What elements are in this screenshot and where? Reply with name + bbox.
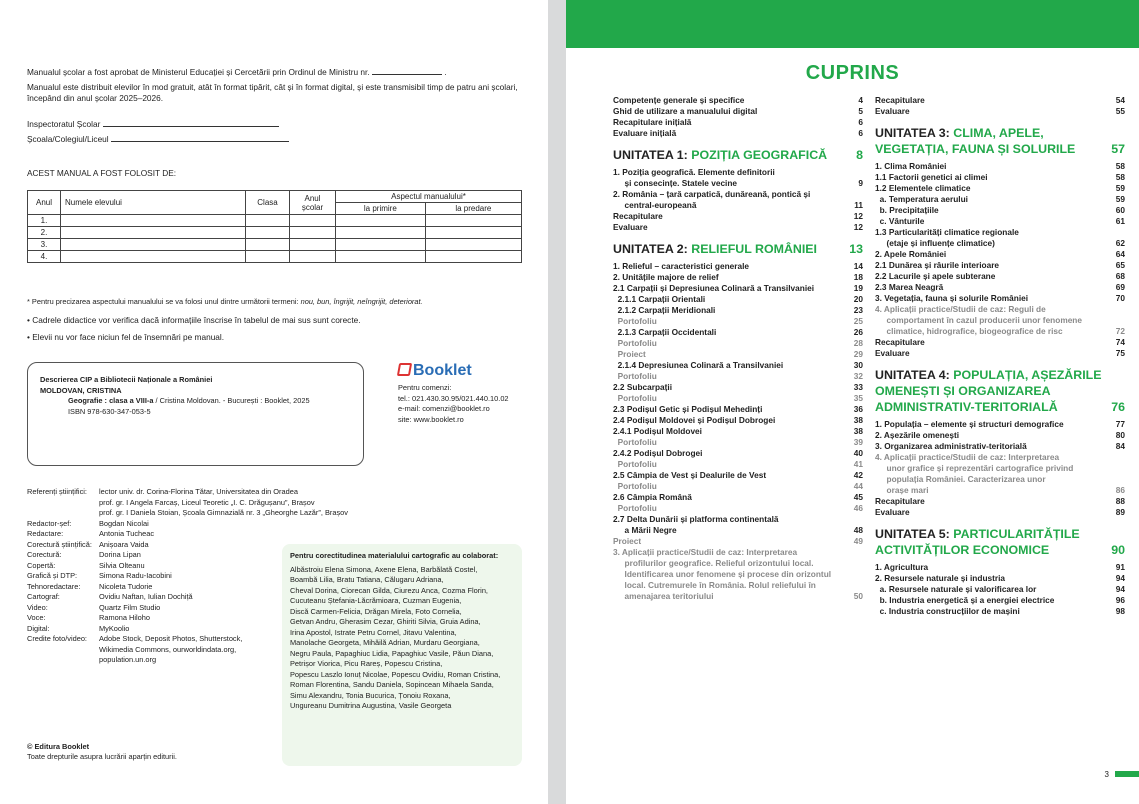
unit-heading[interactable]: UNITATEA 1: POZIȚIA GEOGRAFICĂ 8 bbox=[613, 148, 863, 162]
left-page bbox=[0, 0, 548, 804]
toc-item[interactable]: a Mării Negre 48 bbox=[613, 525, 863, 535]
unit-heading[interactable]: UNITATEA 5: PARTICULARITĂȚILE ACTIVITĂȚILOR ECONOMICE 90 bbox=[875, 527, 1125, 557]
toc-item-secondary[interactable]: unor grafice și reprezentări cartografice privind bbox=[875, 463, 1074, 473]
toc-item[interactable]: 1. Agricultura 91 bbox=[875, 562, 1125, 572]
toc-item[interactable]: 2.1.4 Depresiunea Colinară a Transilvaniei 30 bbox=[613, 360, 863, 370]
toc-item[interactable]: 2.1 Dunărea și râurile interioare 65 bbox=[875, 260, 1125, 270]
carto-collaborators-box: Pentru corectitudinea materialului cartografic au colaborat: Albăstroiu Elena Simona, Axene Elena, Barbălată Costel, Boambă Lilia, Bratu Tatiana, Călugaru Adriana, Cheval Dorina, Ciorecan Gilda, Ciurezu Anca, Cozma Florin, Cucuteanu Ștefania-Lăcrămioara, Cuzman Eugenia, Discă Carmen-Felicia, Drăgan Mirela, Foto Cornelia, Getvan Andru, Gherasim Cezar, Ghiriti Silvia, Gruia Adina, Irina Apostol, Istrate Petru Cornel, Jitavu Valentina, Manolache Georgeta, Mihăilă Adrian, Murdaru Georgiana, Negru Paula, Papaghiuc Lidia, Papaghiuc Vasile, Păun Diana, Petrișor Viorica, Picu Rareș, Popescu Cristina, Popescu Laszlo Ionuț Nicolae, Popescu Ovidiu, Roman Cristina, Roman Florentina, Sandu Daniela, Sopincean Mihaela Sanda, Simu Alexandru, Tonia Bucurica, Țonoiu Roxana, Ungureanu Dumitrina Augustina, Vasile Georgeta bbox=[282, 544, 522, 766]
toc-item-secondary[interactable]: comportament în cazul producerii unor fenomene bbox=[875, 315, 1082, 325]
toc-item[interactable]: Evaluare 75 bbox=[875, 348, 1125, 358]
toc-item[interactable]: 1. Relieful – caracteristici generale 14 bbox=[613, 261, 863, 271]
credit-row: Wikimedia Commons, ourworldindata.org, bbox=[99, 644, 237, 654]
toc-item-secondary[interactable]: 4. Aplicații practice/Studii de caz: Interpretarea bbox=[875, 452, 1060, 462]
toc-item[interactable]: 2.1.3 Carpații Occidentali 26 bbox=[613, 327, 863, 337]
credit-row: Credite foto/video: Adobe Stock, Deposit Photos, Shutterstock, bbox=[27, 634, 243, 643]
credit-row: Video: Quartz Film Studio bbox=[27, 602, 161, 612]
toc-item[interactable]: 2.1.2 Carpații Meridionali 23 bbox=[613, 305, 863, 315]
credit-row: Cartograf: Ovidiu Naftan, Iulian Dochiță bbox=[27, 592, 193, 601]
toc-item[interactable]: 1.1 Factorii genetici ai climei 58 bbox=[875, 172, 1125, 182]
toc-item[interactable]: 1.3 Particularități climatice regionale bbox=[875, 227, 1019, 237]
toc-item-secondary[interactable]: Portofoliu 39 bbox=[613, 437, 863, 447]
toc-item[interactable]: 1. Populația – elemente și structuri demografice 77 bbox=[875, 419, 1125, 429]
toc-item-secondary[interactable]: local. Cutremurele în România. Rolul reliefului în bbox=[613, 580, 816, 590]
toc-item-secondary[interactable]: Portofoliu 41 bbox=[613, 459, 863, 469]
toc-item[interactable]: 2.2 Lacurile și apele subterane 68 bbox=[875, 271, 1125, 281]
toc-item[interactable]: 2. Unitățile majore de relief 18 bbox=[613, 272, 863, 282]
toc-item-secondary[interactable]: climatice, hidrografice, biogeografice de risc 72 bbox=[875, 326, 1125, 336]
right-page bbox=[566, 0, 1139, 804]
toc-item-secondary[interactable]: Portofoliu 44 bbox=[613, 481, 863, 491]
toc-item-secondary[interactable]: populația României. Caracterizarea unor bbox=[875, 474, 1046, 484]
toc-item[interactable]: Competențe generale și specifice 4 bbox=[613, 95, 863, 105]
booklet-contact: Booklet Pentru comenzi: tel.: 021.430.30.95/021.440.10.02 e-mail: comenzi@booklet.ro site: www.booklet.ro bbox=[398, 362, 528, 425]
toc-item-secondary[interactable]: Portofoliu 46 bbox=[613, 503, 863, 513]
toc-item[interactable]: 2.4.1 Podișul Moldovei 38 bbox=[613, 426, 863, 436]
distribution-text: Manualul este distribuit elevilor în mod gratuit, atât în format tipărit, cât și în format digital, și este transmisibil timp de patru ani școlari, începând din anul școlar 2025–2026. bbox=[27, 82, 518, 103]
approval-text: Manualul școlar a fost aprobat de Ministerul Educației și Cercetării prin Ordinul de Ministru nr. . bbox=[27, 67, 447, 77]
unit-heading[interactable]: UNITATEA 3: CLIMA, APELE, VEGETAȚIA, FAUNA ȘI SOLURILE 57 bbox=[875, 126, 1125, 156]
site-link[interactable]: www.booklet.ro bbox=[413, 414, 464, 424]
toc-item[interactable]: central-europeană 11 bbox=[613, 200, 863, 210]
toc-item[interactable]: Evaluare 12 bbox=[613, 222, 863, 232]
note-bullet: • Cadrele didactice vor verifica dacă informațiile înscrise în tabelul de mai sus sunt corecte. bbox=[27, 315, 361, 325]
toc-item[interactable]: 1.2 Elementele climatice 59 bbox=[875, 183, 1125, 193]
credit-row: Corectură științifică: Anișoara Vaida bbox=[27, 539, 149, 549]
toc-column-left bbox=[613, 95, 863, 602]
toc-item[interactable]: 3. Vegetația, fauna și solurile României 70 bbox=[875, 293, 1125, 303]
credit-row: prof. gr. I Daniela Stoian, Școala Gimnazială nr. 3 „Gheorghe Lazăr”, Brașov bbox=[99, 508, 348, 517]
email-link[interactable]: comenzi@booklet.ro bbox=[422, 404, 490, 413]
toc-item[interactable]: Recapitulare 54 bbox=[875, 95, 1125, 105]
toc-item[interactable]: Recapitulare 74 bbox=[875, 337, 1125, 347]
table-row: 2. bbox=[28, 227, 522, 239]
usage-table: Anul Numele elevului Clasa Anul școlar Aspectul manualului* la primire la predare 1. 2. 3. 4. bbox=[27, 190, 522, 263]
toc-item[interactable]: b. Precipitațiile 60 bbox=[875, 205, 1125, 215]
table-row: 4. bbox=[28, 251, 522, 263]
credit-row: Tehnoredactare: Nicoleta Tudorie bbox=[27, 581, 153, 591]
booklet-icon bbox=[397, 363, 412, 376]
toc-item[interactable]: 3. Organizarea administrativ-teritorială 84 bbox=[875, 441, 1125, 451]
page-marker bbox=[1115, 771, 1139, 777]
toc-item-secondary[interactable]: Portofoliu 32 bbox=[613, 371, 863, 381]
booklet-logo: Booklet bbox=[398, 362, 528, 380]
toc-item[interactable]: 2.3 Marea Neagră 69 bbox=[875, 282, 1125, 292]
publisher-name: © Editura Booklet bbox=[27, 742, 90, 751]
toc-item-secondary[interactable]: Portofoliu 25 bbox=[613, 316, 863, 326]
toc-item-secondary[interactable]: Identificarea unor fenomene și procese din orizontul bbox=[613, 569, 832, 579]
toc-item[interactable]: Recapitulare 88 bbox=[875, 496, 1125, 506]
toc-item[interactable]: 2.4.2 Podișul Dobrogei 40 bbox=[613, 448, 863, 458]
toc-item-secondary[interactable]: Proiect 49 bbox=[613, 536, 863, 546]
credit-row: population.un.org bbox=[99, 655, 157, 664]
credit-row: Corectură: Dorina Lipan bbox=[27, 550, 141, 559]
cip-box: Descrierea CIP a Bibliotecii Naționale a României MOLDOVAN, CRISTINA Geografie : clasa a VIII-a / Cristina Moldovan. - București : Booklet, 2025 ISBN 978-630-347-053-5 bbox=[27, 362, 364, 466]
toc-item[interactable]: a. Resursele naturale și valorificarea lor 94 bbox=[875, 584, 1125, 594]
credit-row: Voce: Ramona Hiloho bbox=[27, 613, 150, 622]
toc-item[interactable]: c. Vânturile 61 bbox=[875, 216, 1125, 226]
credit-row: Digital: MyKoolio bbox=[27, 623, 130, 633]
header-band bbox=[566, 0, 1139, 48]
toc-item-secondary[interactable]: 3. Aplicații practice/Studii de caz: Interpretarea bbox=[613, 547, 798, 557]
page-title: CUPRINS bbox=[805, 62, 900, 84]
used-by-heading: ACEST MANUAL A FOST FOLOSIT DE: bbox=[27, 168, 177, 178]
toc-item[interactable]: b. Industria energetică și a energiei electrice 96 bbox=[875, 595, 1125, 605]
rights-text: Toate drepturile asupra lucrării aparțin editurii. bbox=[27, 752, 177, 761]
toc-item[interactable]: 2.7 Delta Dunării și platforma continentală bbox=[613, 514, 779, 524]
school-field: Școala/Colegiul/Liceul bbox=[27, 134, 289, 145]
credit-row: Referenți științifici: lector univ. dr. Corina-Florina Tătar, Universitatea din Oradea bbox=[27, 487, 298, 496]
toc-item[interactable]: 2.6 Câmpia Română 45 bbox=[613, 492, 863, 502]
table-row: 1. bbox=[28, 215, 522, 227]
order-number-line bbox=[372, 67, 442, 75]
toc-item-secondary[interactable]: Portofoliu 28 bbox=[613, 338, 863, 348]
toc-item[interactable]: Recapitulare 12 bbox=[613, 211, 863, 221]
credit-row: Copertă: Silvia Olteanu bbox=[27, 560, 145, 570]
toc-item-secondary[interactable]: Portofoliu 35 bbox=[613, 393, 863, 403]
toc-item-secondary[interactable]: 4. Aplicații practice/Studii de caz: Reguli de bbox=[875, 304, 1046, 314]
toc-item[interactable]: 2. România – țară carpatică, dunăreană, pontică și bbox=[613, 189, 811, 199]
credit-row: prof. gr. I Angela Farcaș, Liceul Teoretic „I. C. Drăgușanu”, Brașov bbox=[99, 497, 315, 507]
toc-item-secondary[interactable]: amenajarea teritoriului 50 bbox=[613, 591, 863, 601]
toc-item[interactable]: 2. Așezările omenești 80 bbox=[875, 430, 1125, 440]
toc-item[interactable]: (etaje și influențe climatice) 62 bbox=[875, 238, 1125, 248]
credit-row: Redactor-șef: Bogdan Nicolai bbox=[27, 518, 149, 528]
toc-item[interactable]: și consecințe. Statele vecine 9 bbox=[613, 178, 863, 188]
toc-item[interactable]: 2.1.1 Carpații Orientali 20 bbox=[613, 294, 863, 304]
toc-item[interactable]: 1. Clima României 58 bbox=[875, 161, 1125, 171]
toc-item-secondary[interactable]: profilurilor geografice. Relieful orizontului local. bbox=[613, 558, 814, 568]
toc-item-secondary[interactable]: orașe mari 86 bbox=[875, 485, 1125, 495]
toc-item[interactable]: Evaluare inițială 6 bbox=[613, 128, 863, 138]
toc-item[interactable]: Evaluare 89 bbox=[875, 507, 1125, 517]
footnote: * Pentru precizarea aspectului manualului se va folosi unul dintre următorii termeni: nou, bun, îngrijit, neîngrijit, deteriorat. bbox=[27, 297, 423, 306]
toc-item[interactable]: 2.1 Carpații și Depresiunea Colinară a Transilvaniei 19 bbox=[613, 283, 863, 293]
credit-row: Grafică și DTP: Simona Radu-Iacobini bbox=[27, 571, 172, 580]
credit-row: Redactare: Antonia Tucheac bbox=[27, 529, 155, 538]
toc-item[interactable]: 1. Poziția geografică. Elemente definitorii bbox=[613, 167, 775, 177]
toc-item[interactable]: c. Industria construcțiilor de mașini 98 bbox=[875, 606, 1125, 616]
note-bullet: • Elevii nu vor face niciun fel de însemnări pe manual. bbox=[27, 332, 225, 342]
toc-item[interactable]: 2.4 Podișul Moldovei și Podișul Dobrogei 38 bbox=[613, 415, 863, 425]
toc-item[interactable]: Evaluare 55 bbox=[875, 106, 1125, 116]
toc-item[interactable]: a. Temperatura aerului 59 bbox=[875, 194, 1125, 204]
toc-item-secondary[interactable]: Proiect 29 bbox=[613, 349, 863, 359]
toc-column-right bbox=[875, 95, 1125, 617]
page-number: 3 bbox=[1104, 770, 1109, 779]
unit-heading[interactable]: UNITATEA 4: POPULAȚIA, AȘEZĂRILE OMENEȘTI ȘI ORGANIZAREA ADMINISTRATIV-TERITORIALĂ 76 bbox=[875, 368, 1125, 414]
toc-item[interactable]: 2.3 Podișul Getic și Podișul Mehedinți 36 bbox=[613, 404, 863, 414]
table-row: 3. bbox=[28, 239, 522, 251]
unit-heading[interactable]: UNITATEA 2: RELIEFUL ROMÂNIEI 13 bbox=[613, 242, 863, 256]
inspectorat-field: Inspectoratul Școlar bbox=[27, 119, 279, 130]
toc-item[interactable]: Ghid de utilizare a manualului digital 5 bbox=[613, 106, 863, 116]
toc-item[interactable]: 2.5 Câmpia de Vest și Dealurile de Vest 42 bbox=[613, 470, 863, 480]
toc-item[interactable]: 2.2 Subcarpații 33 bbox=[613, 382, 863, 392]
toc-item[interactable]: Recapitulare inițială 6 bbox=[613, 117, 863, 127]
toc-item[interactable]: 2. Resursele naturale și industria 94 bbox=[875, 573, 1125, 583]
toc-item[interactable]: 2. Apele României 64 bbox=[875, 249, 1125, 259]
